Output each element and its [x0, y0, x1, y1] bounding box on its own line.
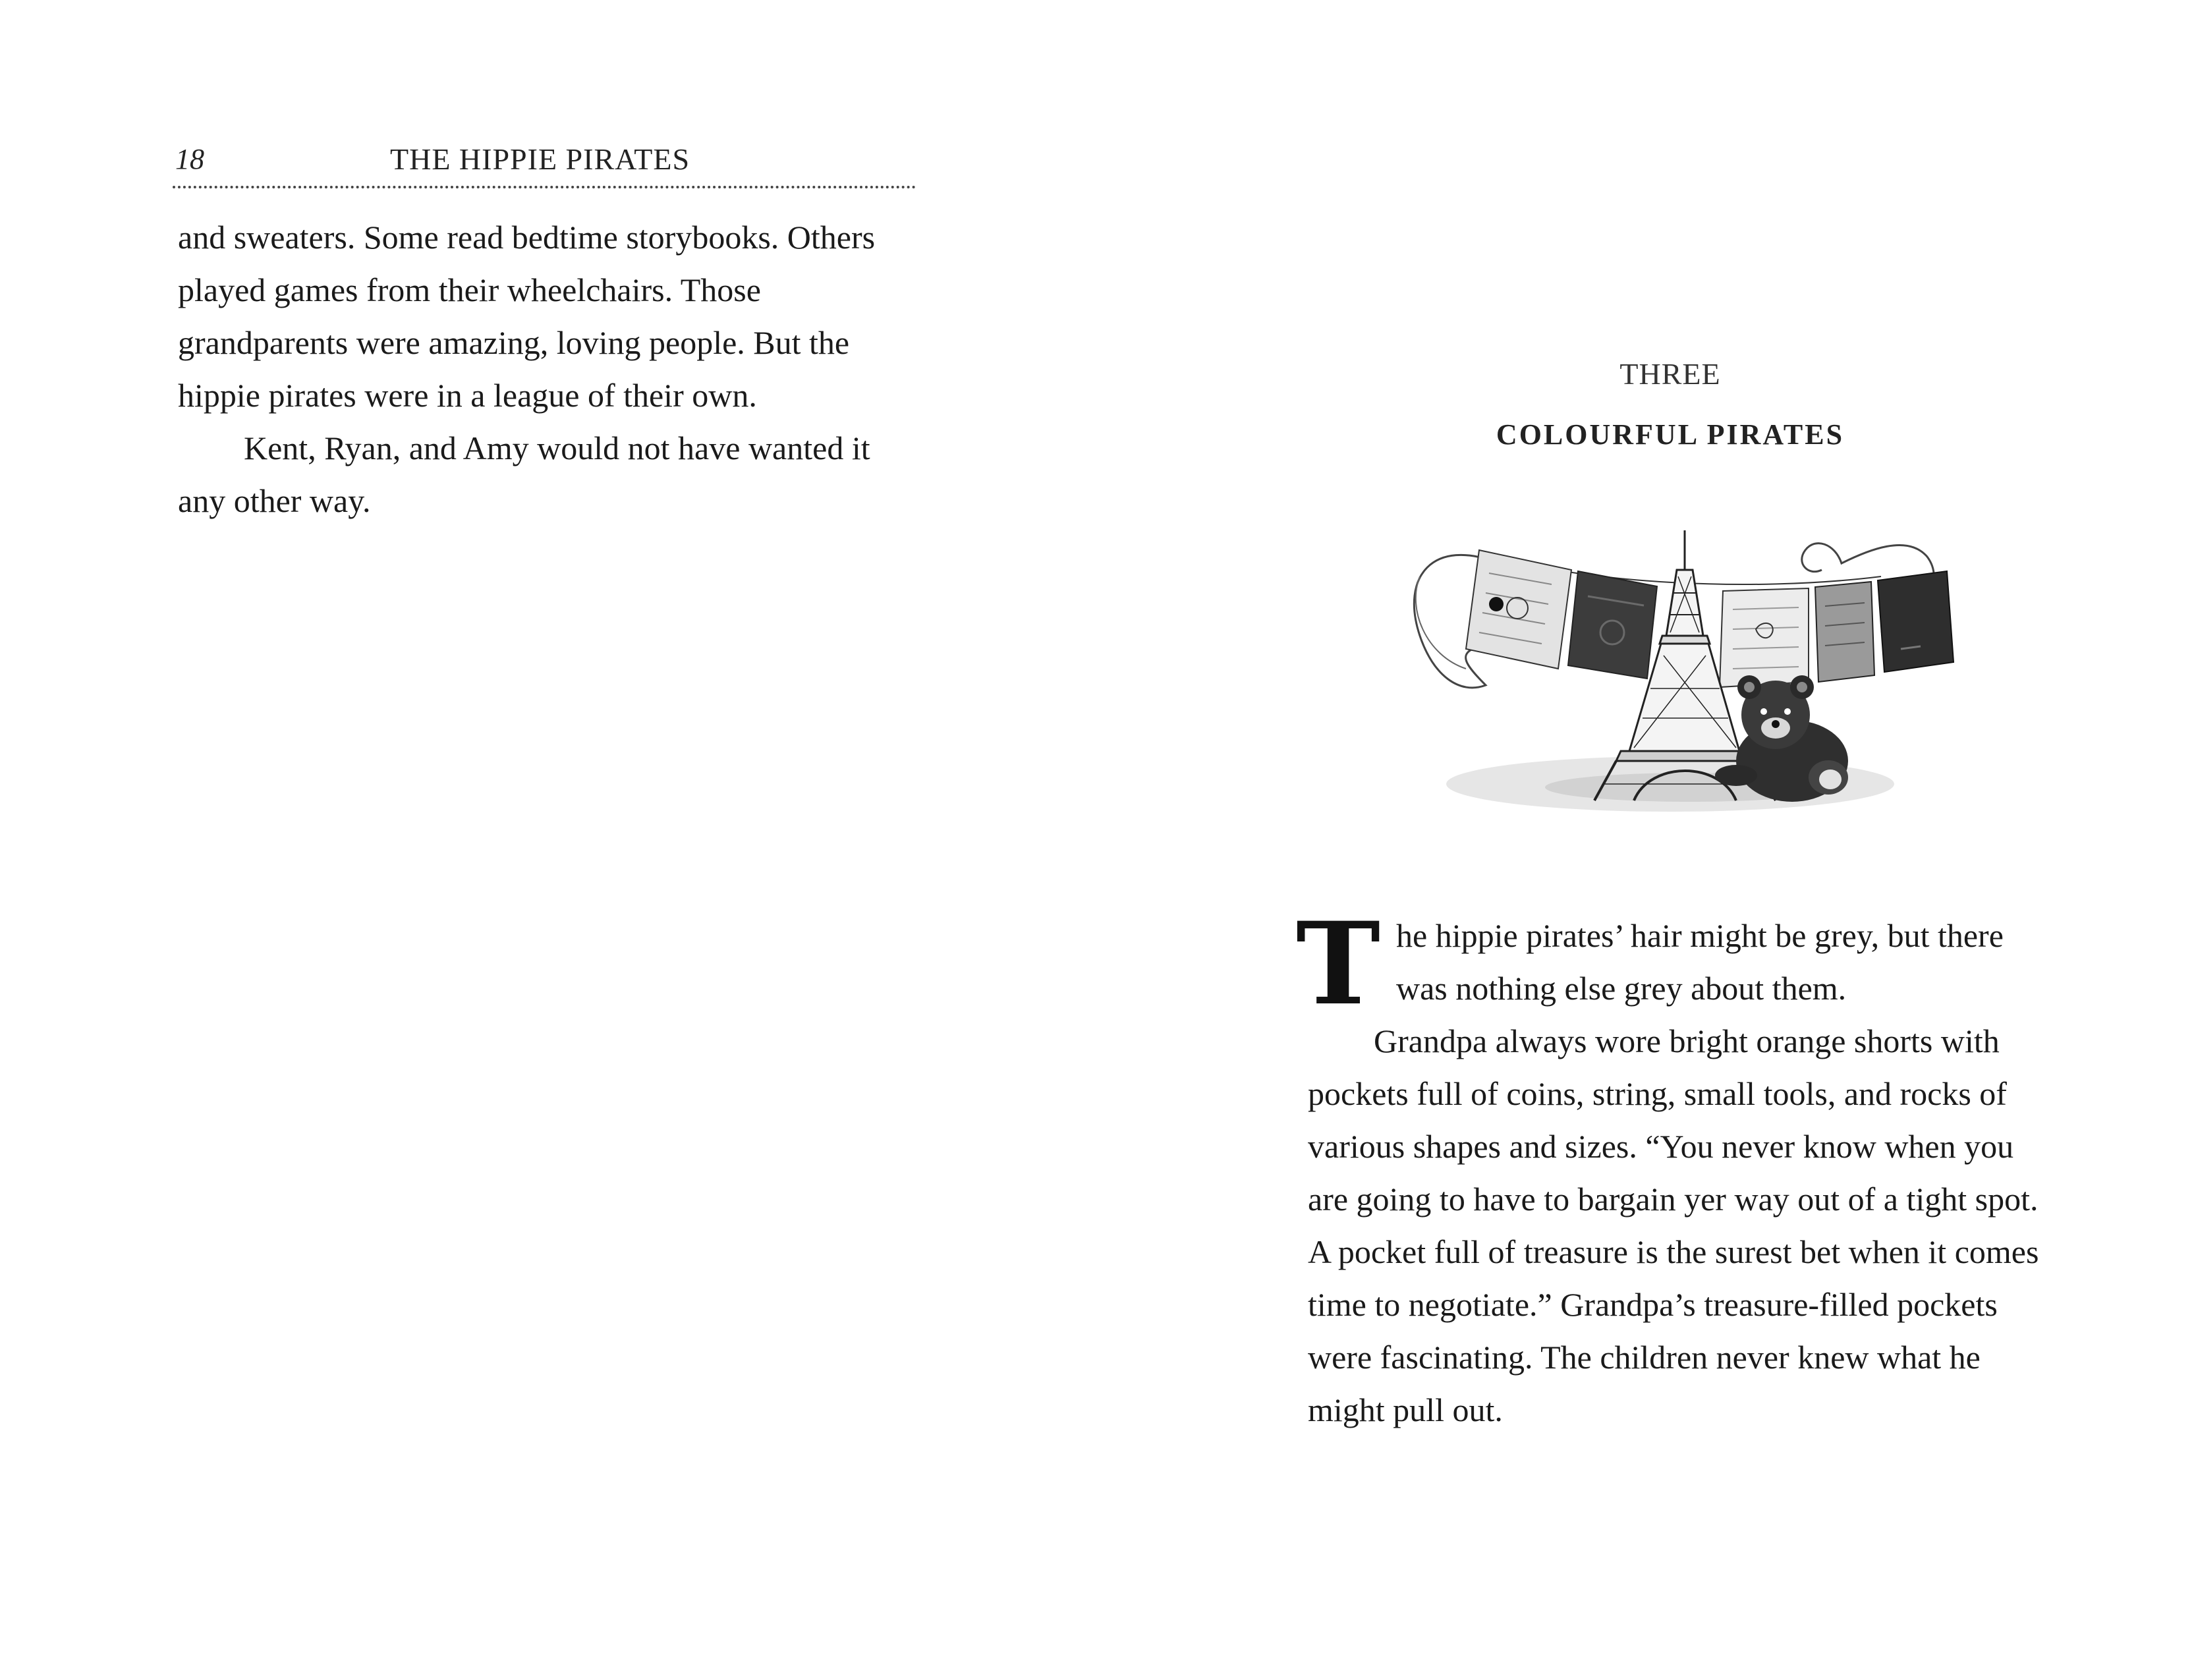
chapter-number: THREE — [1619, 357, 1721, 391]
right-page — [1097, 0, 2194, 1680]
paragraph: Kent, Ryan, and Amy would not have wanted it any other way. — [178, 430, 870, 519]
chapter-illustration — [1380, 524, 1960, 840]
prayer-flag — [1815, 582, 1874, 682]
drop-cap: T — [1296, 897, 1380, 1030]
running-head — [173, 140, 916, 188]
running-title: THE HIPPIE PIRATES — [390, 142, 690, 176]
chapter-title: COLOURFUL PIRATES — [1496, 418, 1845, 451]
left-page-body — [178, 211, 916, 527]
paragraph: and sweaters. Some read bedtime storybooks. Others played games from their wheelchairs. Those grandparents were amazing, loving people. But the hippie pirates were in a league of their own. — [178, 219, 876, 414]
prayer-flag — [1568, 571, 1657, 679]
paragraph-text: he hippie pirates’ hair might be grey, but there was nothing else grey about them. — [1396, 917, 2004, 1007]
opening-paragraph — [1296, 897, 2046, 1030]
right-page-body — [1296, 897, 2046, 1436]
page-number: 18 — [175, 143, 204, 175]
prayer-flag — [1466, 550, 1571, 669]
paragraph: Grandpa always wore bright orange shorts with pockets full of coins, string, small tools, and rocks of various shapes and sizes. “You never know when you are going to have to bargain yer way out of a tight spot. A pocket full of treasure is the surest bet when it comes time to negotiate.” Grandpa’s treasure-filled pockets were fascinating. The children never knew what he might pull out. — [1308, 1022, 2039, 1428]
prayer-flag — [1878, 571, 1954, 672]
